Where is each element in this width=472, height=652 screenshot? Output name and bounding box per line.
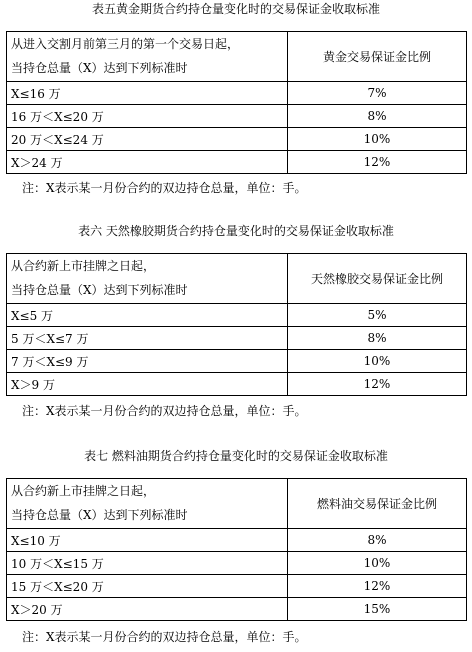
table-row (7, 350, 467, 373)
condition-header (7, 32, 288, 82)
condition-header-line: 从进入交割月前第三月的第一个交易日起， (11, 37, 240, 51)
table-title: 表七 燃料油期货合约持仓量变化时的交易保证金收取标准 (84, 449, 388, 463)
table-row (7, 598, 467, 621)
condition-header-line: 从合约新上市挂牌之日起， (11, 484, 156, 498)
condition-header (7, 479, 288, 529)
ratio-cell: 12% (288, 373, 467, 396)
range-cell: 15 万＜X≤20 万 (7, 575, 288, 598)
range-cell: 16 万＜X≤20 万 (7, 105, 288, 128)
table-header-row (7, 254, 467, 304)
ratio-cell: 8% (288, 105, 467, 128)
table-row (7, 327, 467, 350)
table-title: 表五黄金期货合约持仓量变化时的交易保证金收取标准 (91, 2, 380, 16)
ratio-cell: 7% (288, 82, 467, 105)
range-cell: X≤10 万 (7, 529, 288, 552)
range-cell: X＞20 万 (7, 598, 288, 621)
ratio-cell: 10% (288, 350, 467, 373)
table-header-row (7, 32, 467, 82)
range-cell: X＞24 万 (7, 151, 288, 174)
margin-table-fuel-oil (6, 478, 467, 621)
ratio-cell: 8% (288, 327, 467, 350)
margin-table-rubber (6, 253, 467, 396)
table-note: 注：X表示某一月份合约的双边持仓总量，单位：手。 (22, 404, 307, 418)
range-cell: 20 万＜X≤24 万 (7, 128, 288, 151)
ratio-header: 黄金交易保证金比例 (288, 32, 467, 82)
table-note: 注：X表示某一月份合约的双边持仓总量，单位：手。 (22, 630, 307, 644)
ratio-cell: 12% (288, 151, 467, 174)
table-header-row (7, 479, 467, 529)
margin-table-gold (6, 31, 467, 174)
ratio-header: 天然橡胶交易保证金比例 (288, 254, 467, 304)
table-row (7, 304, 467, 327)
ratio-cell: 8% (288, 529, 467, 552)
range-cell: X＞9 万 (7, 373, 288, 396)
table-row (7, 128, 467, 151)
condition-header-line: 从合约新上市挂牌之日起， (11, 259, 156, 273)
condition-header-line: 当持仓总量（X）达到下列标准时 (11, 508, 188, 522)
condition-header-line: 当持仓总量（X）达到下列标准时 (11, 61, 188, 75)
range-cell: 10 万＜X≤15 万 (7, 552, 288, 575)
table-note: 注：X表示某一月份合约的双边持仓总量，单位：手。 (22, 181, 307, 195)
condition-header-line: 当持仓总量（X）达到下列标准时 (11, 283, 188, 297)
range-cell: X≤16 万 (7, 82, 288, 105)
table-row (7, 82, 467, 105)
ratio-cell: 12% (288, 575, 467, 598)
table-row (7, 529, 467, 552)
ratio-cell: 15% (288, 598, 467, 621)
table-row (7, 373, 467, 396)
ratio-cell: 10% (288, 128, 467, 151)
ratio-cell: 10% (288, 552, 467, 575)
range-cell: 7 万＜X≤9 万 (7, 350, 288, 373)
table-title: 表六 天然橡胶期货合约持仓量变化时的交易保证金收取标准 (78, 224, 394, 238)
ratio-cell: 5% (288, 304, 467, 327)
table-row (7, 552, 467, 575)
ratio-header: 燃料油交易保证金比例 (288, 479, 467, 529)
table-row (7, 575, 467, 598)
table-row (7, 105, 467, 128)
table-row (7, 151, 467, 174)
range-cell: X≤5 万 (7, 304, 288, 327)
range-cell: 5 万＜X≤7 万 (7, 327, 288, 350)
condition-header (7, 254, 288, 304)
